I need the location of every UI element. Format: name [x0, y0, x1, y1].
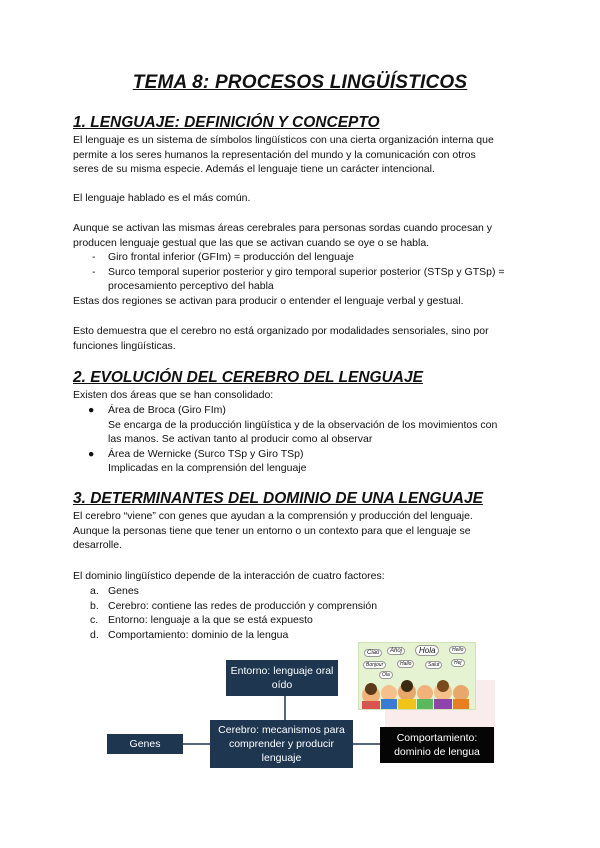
- speech-bubble: Hallo: [397, 660, 414, 668]
- list-item: d. Comportamiento: dominio de la lengua: [90, 628, 289, 641]
- section-1-paragraph-2: El lenguaje hablado es el más común.: [73, 192, 251, 204]
- bullet-list: [88, 403, 538, 476]
- comportamiento-box: Comportamiento: dominio de lengua: [380, 727, 494, 763]
- bullet-item: ● Área de Wernicke (Surco TSp y Giro TSp) Implicadas en la comprensión del lenguaje: [88, 447, 307, 474]
- speech-bubble: Hello: [449, 646, 466, 654]
- dash-item: - Surco temporal superior posterior y giro temporal superior posterior (STSp y GTSp) =: [92, 265, 505, 278]
- dash-list: [92, 250, 542, 294]
- section-3-heading: 3. DETERMINANTES DEL DOMINIO DE UNA LENGUAJE: [73, 490, 483, 507]
- bullet-item: ● Área de Broca (Giro FIm) Se encarga de la producción lingüística y de la observación de los movimientos con las manos. Se activan tanto al producir como al observar: [88, 404, 498, 445]
- entorno-box: Entorno: lenguaje oral oído: [226, 660, 338, 696]
- speech-bubble: Ciao: [364, 649, 382, 657]
- speech-bubble: Ahoj: [387, 647, 405, 655]
- speech-bubble: Hola: [415, 645, 439, 656]
- speech-bubble: Bonjour: [363, 661, 386, 669]
- dash-item: - Giro frontal inferior (GFIm) = producción del lenguaje: [92, 251, 354, 263]
- list-item: a. Genes: [90, 585, 139, 597]
- speech-bubble: Salut: [425, 661, 442, 669]
- dash-item-continuation: procesamiento perceptivo del habla: [108, 280, 274, 292]
- section-1-paragraph-3: Aunque se activan las mismas áreas cerebrales para personas sordas cuando procesan y producen lenguaje gestual que las que se activan cuando se oye o se habla.: [73, 222, 493, 249]
- cerebro-box: Cerebro: mecanismos para comprender y producir lenguaje: [210, 720, 353, 768]
- section-1-heading: 1. LENGUAJE: DEFINICIÓN Y CONCEPTO: [73, 114, 380, 131]
- speech-bubble: Hej: [451, 659, 465, 667]
- speech-bubble: Ola: [379, 671, 393, 679]
- section-1-paragraph-4: Estas dos regiones se activan para producir o entender el lenguaje verbal y gestual.: [73, 295, 464, 307]
- genes-box: Genes: [107, 734, 183, 754]
- list-item: b. Cerebro: contiene las redes de producción y comprensión: [90, 599, 378, 612]
- lettered-list: [90, 584, 490, 642]
- section-3-paragraph-2: El dominio lingüístico depende de la interacción de cuatro factores:: [73, 570, 385, 582]
- list-item: c. Entorno: lenguaje a la que se está expuesto: [90, 614, 313, 626]
- section-1-paragraph-1: El lenguaje es un sistema de símbolos lingüísticos con una cierta organización interna que permite a los seres humanos la representación del mundo y la comunicación con otros seres de su misma especie. Además el lenguaje tiene un carácter intencional.: [73, 134, 494, 175]
- section-3-paragraph-1: El cerebro “viene” con genes que ayudan a la comprensión y producción del lenguaje. Aunque la personas tiene que tener un entorno o un contexto para que el lenguaje se desarrolle.: [73, 510, 473, 551]
- section-1-paragraph-5: Esto demuestra que el cerebro no está organizado por modalidades sensoriales, sino por funciones lingüísticas.: [73, 325, 489, 352]
- page-title: TEMA 8: PROCESOS LINGÜÍSTICOS: [132, 72, 468, 93]
- section-2-intro: Existen dos áreas que se han consolidado:: [73, 389, 274, 401]
- section-2-heading: 2. EVOLUCIÓN DEL CEREBRO DEL LENGUAJE: [73, 369, 423, 386]
- illustration-people-talking: [358, 642, 476, 710]
